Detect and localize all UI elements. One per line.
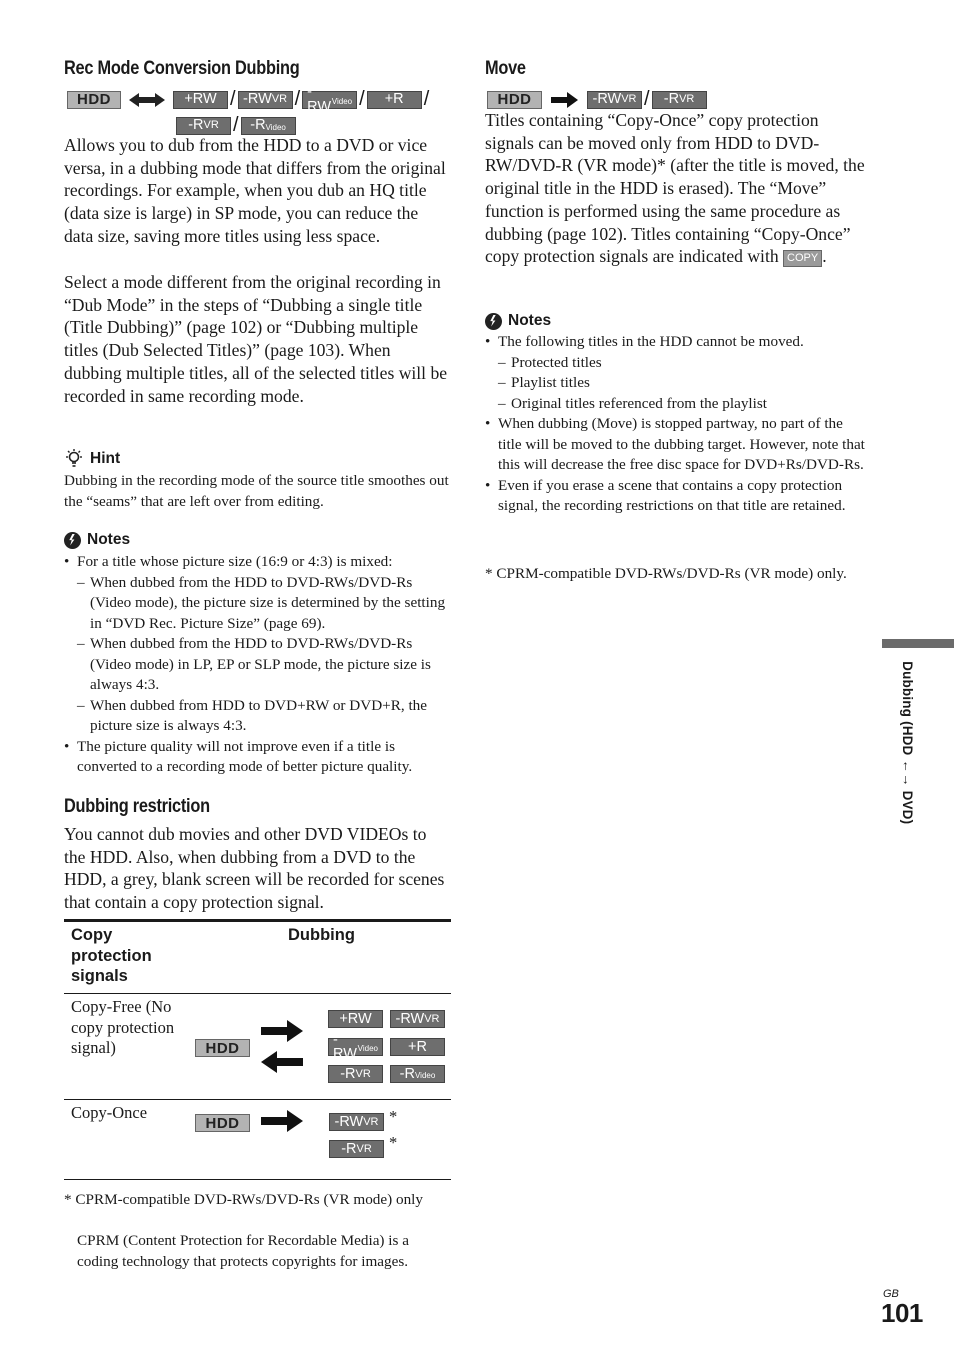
minus-rw-vr-badge: -RW VR [390,1010,445,1028]
minus-r-vr-badge: -R VR [176,117,231,135]
list-item: – When dubbed from the HDD to DVD-RWs/DVD-Rs (Video mode), the picture size is determined by the setting in “DVD Rec. Picture Size” (page 69). [77,573,452,635]
separator-slash: / [233,114,239,136]
minus-rw-video-badge: -RW Video [302,91,357,109]
copy-indicator-badge: COPY [783,250,822,267]
rec-mode-badges-row1 [67,84,431,115]
footnote-right: * CPRM-compatible DVD-RWs/DVD-Rs (VR mode) only. [485,565,847,582]
footnote-left-1: * CPRM-compatible DVD-RWs/DVD-Rs (VR mode) only [64,1191,423,1208]
minus-rw-vr-badge: -RW VR [587,91,642,109]
notes-icon [485,313,502,330]
table-header-rule [64,993,451,994]
separator-slash: / [644,88,650,110]
table-row-copy-once-label: Copy-Once [71,1103,148,1122]
separator-slash: / [230,88,236,110]
hint-header [64,449,120,469]
table-header-copy-protection: Copy protection signals [71,926,152,985]
notes-label: Notes [87,531,131,548]
minus-rw-video-badge: -RW Video [328,1038,383,1056]
region-label: GB [883,1288,899,1300]
plus-r-badge: +R [367,91,422,109]
move-badges-row [487,88,707,111]
list-item: • Even if you erase a scene that contains a copy protection signal, the recording restrictions on that title are retained. [485,476,870,517]
list-item: • When dubbing (Move) is stopped partway, no part of the title will be moved to the dubbing target. However, note that this will decrease the free disc space for DVD+Rs/DVD-Rs. [485,414,870,476]
minus-r-video-badge: -R Video [390,1065,445,1083]
hint-text: Dubbing in the recording mode of the source title smoothes out the “seams” that are left over from editing. [64,472,449,510]
notes-list-left [64,552,452,778]
notes-label: Notes [508,312,552,329]
list-item: – Original titles referenced from the playlist [498,394,870,415]
list-item: • The picture quality will not improve even if a title is converted to a recording mode of better picture quality. [64,737,452,778]
section-tab-bar [882,639,954,648]
separator-slash: / [423,88,430,110]
minus-rw-vr-badge: -RW VR [238,91,293,109]
notes-header-left [64,531,130,549]
rec-mode-heading: Rec Mode Conversion Dubbing [64,58,300,79]
separator-slash: / [294,88,301,110]
right-arrow-icon [550,91,580,109]
rec-mode-paragraph-2: Select a mode different from the original recording in “Dub Mode” in the steps of “Dubbing a single title (Title Dubbing)” (page 102) or “Dubbing multiple titles (Dub Selected Titles)” (page 103). When dubbing multiple titles, all of the selected titles will be recorded in same recording mode. [64,272,448,406]
double-arrow-icon [127,91,167,109]
list-item: • For a title whose picture size (16:9 or 4:3) is mixed: – When dubbed from the HDD to DVD-RWs/DVD-Rs (Video mode), the picture size is determined by the setting in “DVD Rec. Picture Size” (page 69). – When dubbed from the HDD to DVD-RWs/DVD-Rs (Video mode) in LP, EP or SLP mode, the picture size is always 4:3. – When dubbed from HDD to DVD+RW or DVD+R, the picture size is always 4:3. [64,552,452,737]
right-arrow-icon [259,1109,305,1135]
separator-slash: / [359,88,365,110]
table-top-rule [64,919,451,922]
asterisk-mark: * [389,1133,398,1152]
plus-r-badge: +R [390,1038,445,1056]
move-paragraph: Titles containing “Copy-Once” copy protection signals can be moved only from HDD to DVD-RW/DVD-R (VR mode)* (after the title is moved, the original title in the HDD is erased). The “Move” function is performed using the same procedure as dubbing (page 102). Titles containing “Copy-Once” copy protection signals are indicated with COPY . [485,110,865,267]
footnote-left-2: CPRM (Content Protection for Recordable Media) is a coding technology that protects copyrights for images. [77,1232,409,1270]
bidirectional-arrows-icon [259,1019,305,1075]
table-bottom-rule [64,1179,451,1180]
hdd-badge: HDD [195,1039,250,1057]
rec-mode-paragraph-1: Allows you to dub from the HDD to a DVD or vice versa, in a dubbing mode that differs from the original recordings. For example, when you dub an HQ title (data size is large) in SP mode, you can reduce the data size, saving more titles using less space. [64,135,446,246]
notes-icon [64,532,81,549]
restriction-text: You cannot dub movies and other DVD VIDEOs to the HDD. Also, when dubbing from a DVD to the HDD, a grey, blank screen will be recorded for scenes that contain a copy protection signal. [64,824,445,913]
hdd-badge: HDD [487,91,542,109]
list-item: – When dubbed from the HDD to DVD-RWs/DVD-Rs (Video mode) in LP, EP or SLP mode, the picture size is always 4:3. [77,634,452,696]
list-item: – When dubbed from HDD to DVD+RW or DVD+R, the picture size is always 4:3. [77,696,452,737]
table-row-copy-free-label: Copy-Free (No copy protection signal) [71,997,175,1057]
hdd-badge: HDD [67,91,121,109]
table-header-dubbing: Dubbing [288,926,355,944]
page-number: 101 [881,1298,923,1328]
plus-rw-badge: +RW [328,1010,383,1028]
minus-rw-vr-badge: -RW VR [329,1113,384,1131]
minus-r-vr-badge: -R VR [329,1140,384,1158]
notes-header-right [485,312,551,330]
minus-r-vr-badge: -R VR [652,91,707,109]
list-item: – Playlist titles [498,373,870,394]
restriction-heading: Dubbing restriction [64,796,210,817]
hdd-badge: HDD [195,1114,250,1132]
list-item: – Protected titles [498,353,870,374]
list-item: • The following titles in the HDD cannot be moved. – Protected titles – Playlist titles – Original titles referenced from the playlist [485,332,870,414]
minus-r-video-badge: -R Video [241,117,296,135]
lightbulb-icon [64,449,84,469]
minus-r-vr-badge: -R VR [328,1065,383,1083]
section-tab-label: Dubbing (HDD ←→ DVD) [900,661,916,825]
plus-rw-badge: +RW [173,91,228,109]
hint-label: Hint [90,450,121,467]
move-heading: Move [485,58,526,79]
notes-list-right [485,332,870,517]
asterisk-mark: * [389,1107,398,1126]
table-row-rule [64,1099,451,1100]
